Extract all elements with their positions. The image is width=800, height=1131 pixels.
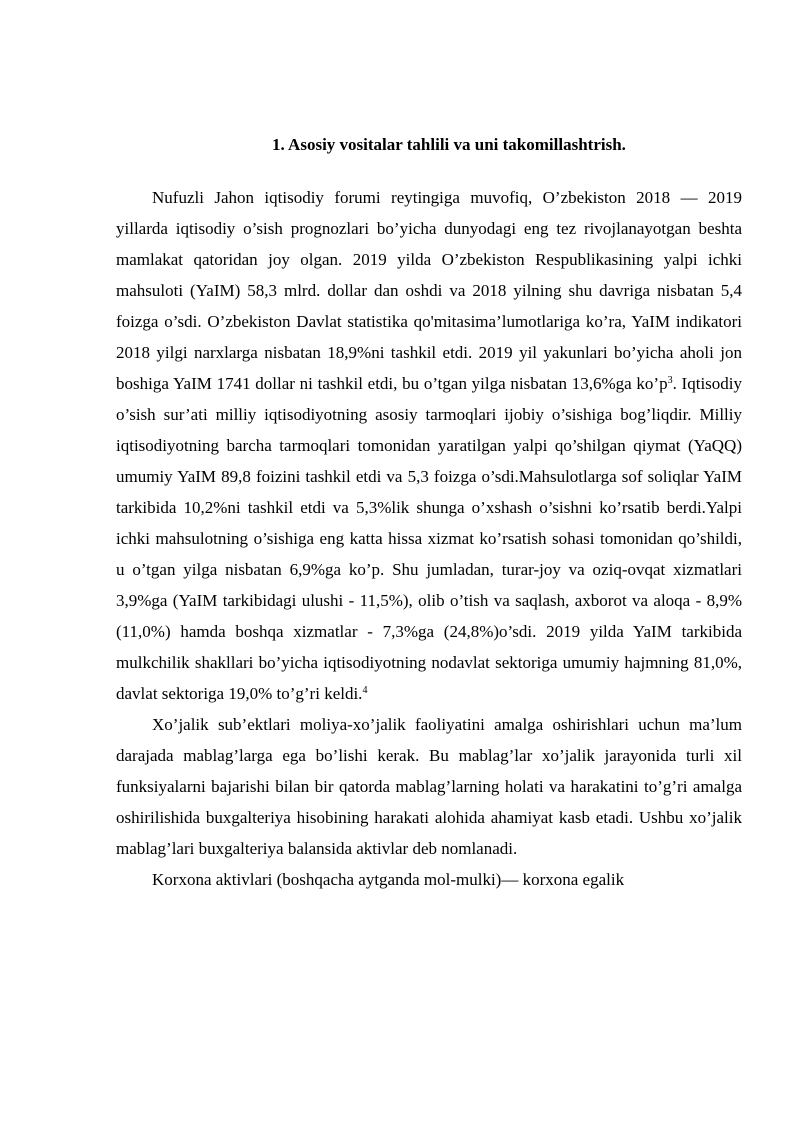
footnote-ref-4[interactable]: 4 (362, 685, 368, 696)
document-body (116, 133, 742, 895)
paragraph-1-text: Nufuzli Jahon iqtisodiy forumi reytingiga muvofiq, O’zbekiston 2018 — 2019 yillarda iqtisodiy o’sish prognozlari bo’yicha dunyodagi eng tez rivojlanayotgan beshta mamlakat qatoridan joy olgan. 2019 yilda O’zbekiston Respublikasining yalpi ichki mahsuloti (YaIM) 58,3 mlrd. dollar dan oshdi va 2018 yilning shu davriga nisbatan 5,4 foizga o’sdi. O’zbekiston Davlat statistika qo'mitasima’lumotlariga ko’ra, YaIM indikatori 2018 yilgi narxlarga nisbatan 18,9%ni tashkil etdi. 2019 yil yakunlari bo’yicha aholi jon boshiga YaIM 1741 dollar ni tashkil etdi, bu o’tgan yilga nisbatan 13,6%ga ko’p (116, 188, 742, 393)
paragraph-3: Korxona aktivlari (boshqacha aytganda mol-mulki)— korxona egalik (152, 870, 625, 889)
paragraph-1 (116, 182, 742, 709)
paragraph-1-text-continued: . Iqtisodiy o’sish sur’ati milliy iqtisodiyotning asosiy tarmoqlari ijobiy o’sishiga bog’liqdir. Milliy iqtisodiyotning barcha tarmoqlari tomonidan yaratilgan yalpi qo’shilgan qiymat (YaQQ) umumiy YaIM 89,8 foizini tashkil etdi va 5,3 foizga o’sdi.Mahsulotlarga sof soliqlar YaIM tarkibida 10,2%ni tashkil etdi va 5,3%lik shunga o’xshash o’sishni ko’rsatib berdi.Yalpi ichki mahsulotning o’sishiga eng katta hissa xizmat ko’rsatish sohasi tomonidan qo’shildi, u o’tgan yilga nisbatan 6,9%ga ko’p. Shu jumladan, turar-joy va oziq-ovqat xizmatlari 3,9%ga (YaIM tarkibidagi ulushi - 11,5%), olib o’tish va saqlash, axborot va aloqa - 8,9% (11,0%) hamda boshqa xizmatlar - 7,3%ga (24,8%)o’sdi. 2019 yilda YaIM tarkibida mulkchilik shakllari bo’yicha iqtisodiyotning nodavlat sektoriga umumiy hajmning 81,0%, davlat sektoriga 19,0% to’g’ri keldi. (116, 374, 743, 703)
section-heading: 1. Asosiy vositalar tahlili va uni takomillashtrish. (272, 135, 626, 154)
footnote-ref-3[interactable]: 3 (667, 375, 673, 386)
paragraph-2: Xo’jalik sub’ektlari moliya-xo’jalik faoliyatini amalga oshirishlari uchun ma’lum darajada mablag’larga ega bo’lishi kerak. Bu mablag’lar xo’jalik jarayonida turli xil funksiyalarni bajarishi bilan bir qatorda mablag’larning holati va harakatini to’g’ri amalga oshirilishida buxgalteriya hisobining harakati alohida ahamiyat kasb etadi. Ushbu xo’jalik mablag’lari buxgalteriya balansida aktivlar deb nomlanadi. (116, 715, 742, 858)
